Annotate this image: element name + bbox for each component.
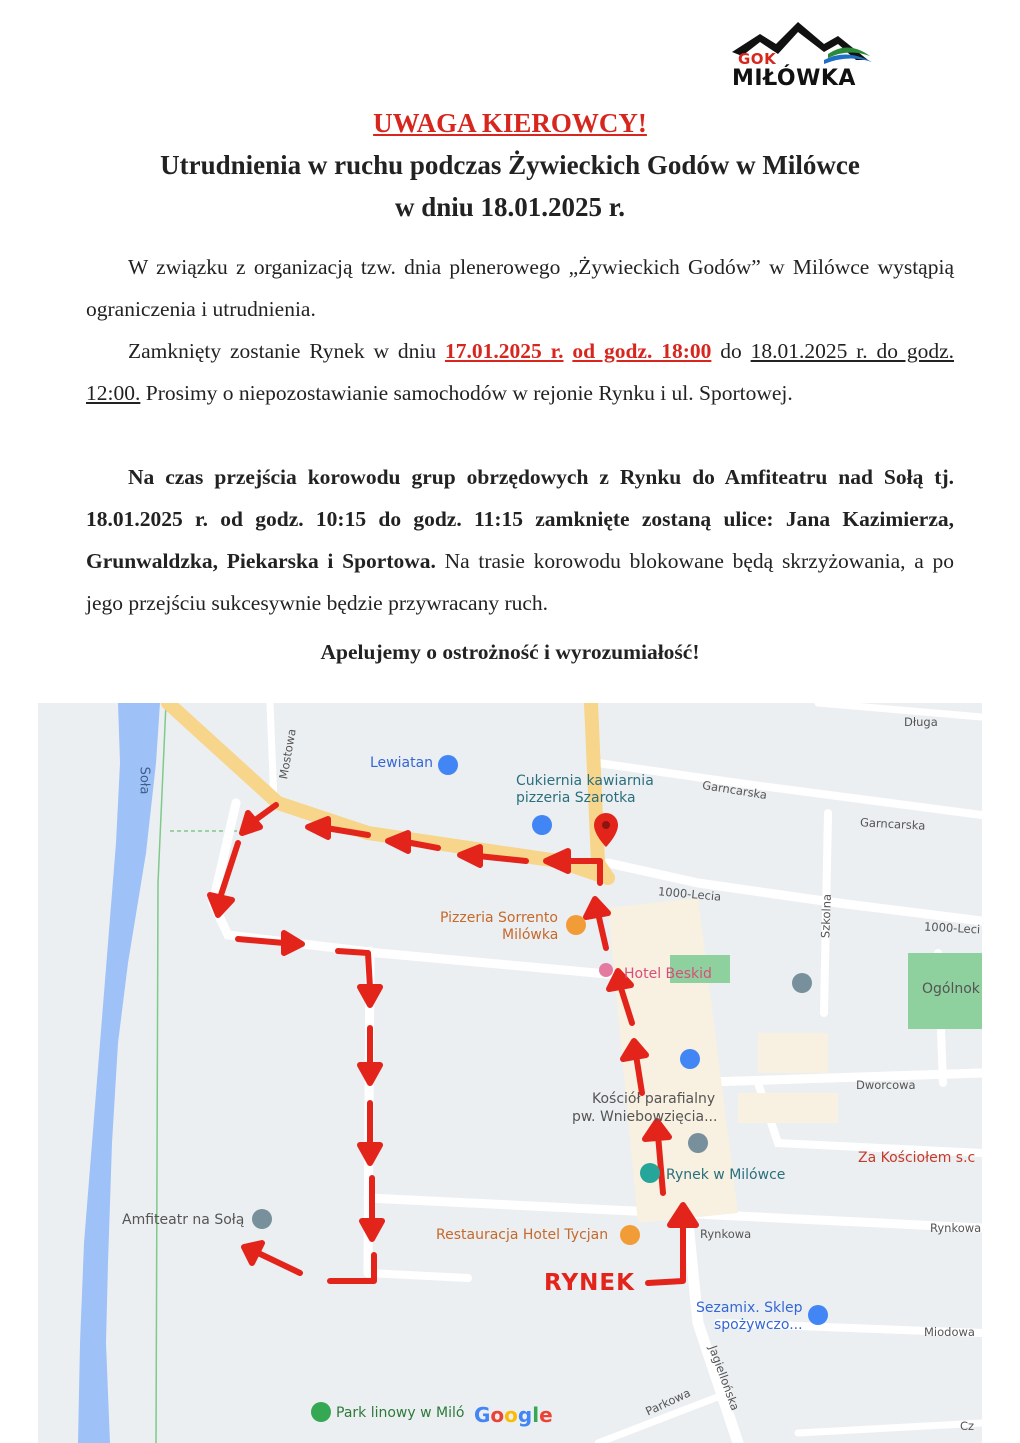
procession-rest: Na trasie korowodu blokowane będą skrzyżowania, a po jego przejściu sukcesywnie będzie przywracany ruch. xyxy=(86,549,954,615)
poi-ogolnok: Ogólnok xyxy=(922,981,980,997)
poi-rynek-w-milowce: Rynek w Milówce xyxy=(666,1167,786,1183)
warning-title: UWAGA KIEROWCY! xyxy=(373,108,647,138)
closure-date: 17.01.2025 r. xyxy=(444,339,564,363)
cukiernia-shop-icon xyxy=(532,815,552,835)
park-pin-icon xyxy=(311,1402,331,1422)
street-rynkowa-2: Rynkowa xyxy=(930,1221,982,1235)
camera-icon xyxy=(640,1163,660,1183)
closure-mid: do xyxy=(711,339,751,363)
restaurant-icon xyxy=(620,1225,640,1245)
subtitle-line2: w dniu 18.01.2025 r. xyxy=(394,192,626,222)
lewiatan-shop-icon xyxy=(438,755,458,775)
poi-pizzeria-line1: Pizzeria Sorrento xyxy=(440,910,558,926)
poi-kosciol-line2: pw. Wniebowzięcia... xyxy=(572,1109,718,1125)
grocery-shop-icon xyxy=(808,1305,828,1325)
street-rynkowa-1: Rynkowa xyxy=(700,1227,752,1241)
closure-end: 18.01.2025 r. do godz. 12:00. xyxy=(86,339,954,405)
poi-hotel-tycjan: Restauracja Hotel Tycjan xyxy=(436,1227,609,1243)
street-miodowa: Miodowa xyxy=(924,1325,975,1339)
street-dworcowa: Dworcowa xyxy=(856,1078,916,1092)
poi-cukiernia-line1: Cukiernia kawiarnia xyxy=(516,773,654,789)
poi-park-linowy: Park linowy w Miló xyxy=(336,1405,465,1421)
poi-lewiatan: Lewiatan xyxy=(370,755,434,771)
poi-cukiernia-line2: pizzeria Szarotka xyxy=(516,790,636,806)
street-parkowa: Parkowa xyxy=(643,1385,693,1419)
hotel-icon xyxy=(599,963,613,977)
poi-sezamix-line2: spożywczo... xyxy=(714,1317,803,1333)
poi-amfiteatr: Amfiteatr na Sołą xyxy=(122,1212,245,1228)
logo-gok-text: GOK xyxy=(738,50,777,68)
street-garncarska-2: Garncarska xyxy=(859,815,926,833)
subtitle-line1: Utrudnienia w ruchu podczas Żywieckich Godów w Milówce xyxy=(160,150,860,180)
home-icon xyxy=(680,1049,700,1069)
google-logo: Google xyxy=(474,1403,553,1427)
street-1000-lecia-1: 1000-Lecia xyxy=(657,884,722,904)
paragraph-intro-text: W związku z organizacją tzw. dnia plenerowego „Żywieckich Godów” w Milówce wystąpią ograniczenia i utrudnienia. xyxy=(86,255,954,321)
route-start-label: RYNEK xyxy=(544,1270,635,1296)
poi-hotel-beskid: Hotel Beskid xyxy=(624,966,712,982)
paragraph-intro xyxy=(86,246,954,330)
closure-time: od godz. 18:00 xyxy=(572,339,712,363)
closure-start: Zamknięty zostanie Rynek w dniu xyxy=(128,339,445,363)
street-szkolna: Szkolna xyxy=(818,893,834,939)
pizzeria-food-icon xyxy=(566,915,586,935)
map-canvas xyxy=(38,703,982,1443)
street-1000-lecia-2: 1000-Leci xyxy=(923,919,981,937)
appeal-text: Apelujemy o ostrożność i wyrozumiałość! xyxy=(320,640,700,664)
logo-name-text: MIŁÓWKA xyxy=(732,66,856,91)
school-icon xyxy=(792,973,812,993)
paragraph-closure xyxy=(86,330,954,414)
street-garncarska-1: Garncarska xyxy=(701,777,769,803)
street-jagiellonska: Jagiellońska xyxy=(705,1343,743,1413)
procession-bold: Na czas przejścia korowodu grup obrzędowych z Rynku do Amfiteatru nad Sołą tj. 18.01.2025 r. od godz. 10:15 do godz. 11:15 zamknięte zostaną ulice: Jana Kazimierza, Grunwaldzka, Piekarska i Sportowa. xyxy=(86,465,954,573)
paragraph-procession xyxy=(86,456,954,624)
street-mostowa: Mostowa xyxy=(276,727,299,781)
poi-pizzeria-line2: Milówka xyxy=(502,927,559,943)
street-dluga: Długa xyxy=(904,715,938,729)
amphitheatre-pin-icon xyxy=(252,1209,272,1229)
poi-za-kosciolem: Za Kościołem s.c xyxy=(858,1150,976,1166)
route-map xyxy=(38,703,982,1443)
closure-rest: Prosimy o niepozostawianie samochodów w rejonie Rynku i ul. Sportowej. xyxy=(140,381,793,405)
river-label: Soła xyxy=(136,766,152,795)
poi-sezamix-line1: Sezamix. Sklep xyxy=(696,1300,803,1316)
church-icon xyxy=(688,1133,708,1153)
gok-milowka-logo xyxy=(728,18,873,96)
street-cz: Cz xyxy=(960,1419,975,1433)
poi-kosciol-line1: Kościół parafialny xyxy=(592,1091,716,1107)
